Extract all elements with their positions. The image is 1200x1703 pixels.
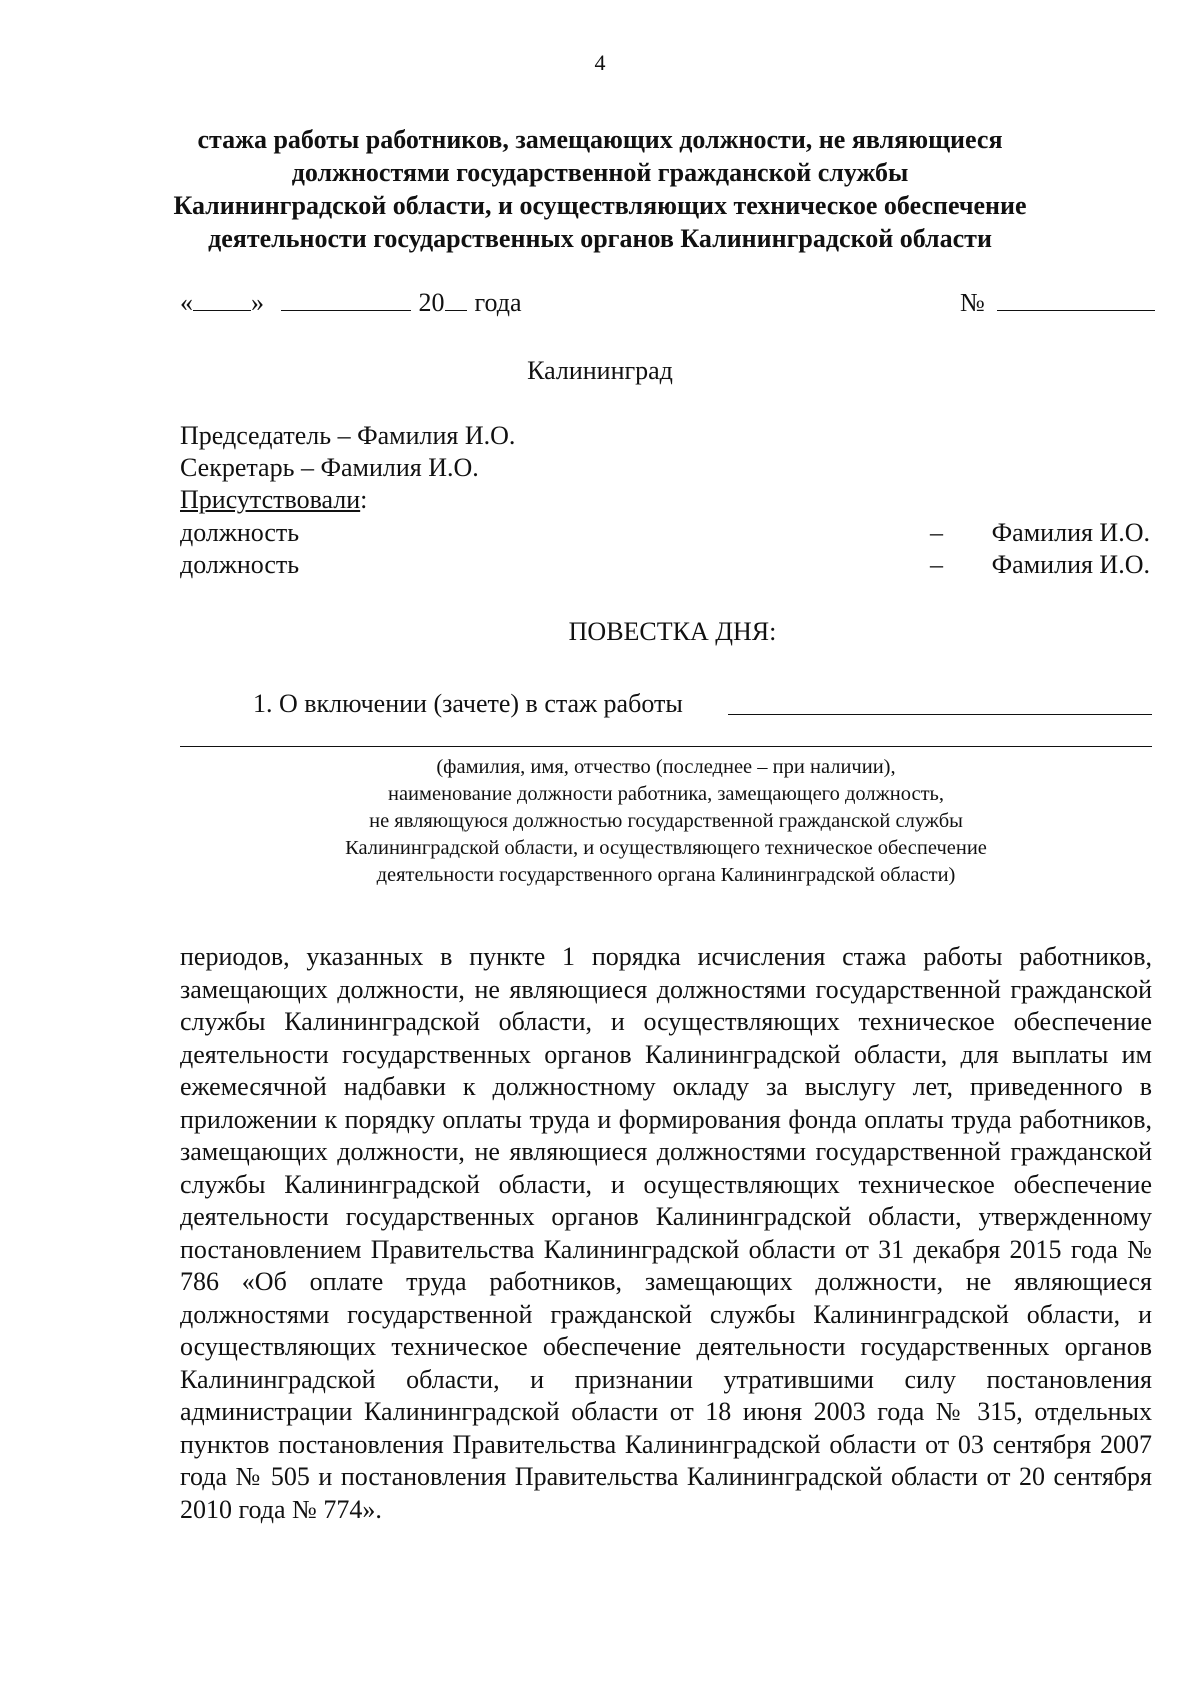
attendee-name: Фамилия И.О. (991, 550, 1150, 579)
meeting-members (180, 420, 515, 516)
agenda-item-1: 1. О включении (зачете) в стаж работы (253, 689, 683, 718)
hint-line: деятельности государственного органа Калининградской области) (376, 864, 956, 886)
page-number: 4 (594, 50, 606, 75)
hint-line: наименование должности работника, замещающего должность, (387, 783, 945, 805)
attendee-position: должность (180, 550, 300, 579)
attended-heading (180, 484, 515, 516)
attended-colon: : (360, 485, 368, 514)
hint-line: не являющуюся должностью государственной гражданской службы (369, 810, 963, 832)
document-title (150, 123, 1050, 255)
hint-line: (фамилия, имя, отчество (последнее – при наличии), (436, 756, 896, 778)
open-quote: « (180, 288, 193, 317)
close-quote: » (251, 288, 264, 317)
body-paragraph: периодов, указанных в пункте 1 порядка исчисления стажа работы работников, замещающих должности, не являющиеся должностями государственной гражданской службы Калининградской области, и осуществляющих техническое обеспечение деятельности государственных органов Калининградской области, для выплаты им ежемесячной надбавки к должностному окладу за выслугу лет, приведенного в приложении к порядку оплаты труда и формирования фонда оплаты труда работников, замещающих должности, не являющиеся должностями государственной гражданской службы Калининградской области, и осуществляющих техническое обеспечение деятельности государственных органов Калининградской области, утвержденному постановлением Правительства Калининградской области от 31 декабря 2015 года № 786 «Об оплате труда работников, замещающих должности, не являющиеся должностями государственной гражданской службы Калининградской области, и осуществляющих техническое обеспечение деятельности государственных органов Калининградской области, и признании утратившими силу постановления администрации Калининградской области от 18 июня 2003 года № 315, отдельных пунктов постановления Правительства Калининградской области от 03 сентября 2007 года № 505 и постановления Правительства Калининградской области от 20 сентября 2010 года № 774». (180, 942, 1152, 1524)
attended-label: Присутствовали (180, 485, 361, 514)
attendee-position: должность (180, 518, 300, 547)
blank-field-hint (180, 754, 1152, 889)
year-blank (445, 309, 467, 311)
date-line (180, 288, 522, 318)
day-blank (193, 309, 251, 311)
year-suffix: года (474, 288, 522, 317)
chairman: Председатель – Фамилия И.О. (180, 421, 516, 450)
hint-line: Калининградской области, и осуществляющего техническое обеспечение (345, 837, 987, 859)
title-line: стажа работы работников, замещающих должности, не являющиеся (197, 125, 1003, 154)
title-line: Калининградской области, и осуществляющих техническое обеспечение (173, 191, 1027, 220)
number-label: № (960, 288, 985, 317)
employee-name-blank (728, 714, 1152, 715)
city: Калининград (527, 356, 673, 385)
title-line: должностями государственной гражданской службы (291, 158, 909, 187)
year-prefix: 20 (418, 288, 445, 317)
attendee-name: Фамилия И.О. (991, 518, 1150, 547)
title-line: деятельности государственных органов Калининградской области (208, 224, 992, 253)
agenda-title: ПОВЕСТКА ДНЯ: (568, 617, 777, 646)
attendee-dash: – (930, 550, 943, 579)
attendee-dash: – (930, 518, 943, 547)
protocol-number (960, 288, 1155, 318)
secretary: Секретарь – Фамилия И.О. (180, 453, 479, 482)
number-blank (997, 309, 1155, 311)
month-blank (281, 309, 411, 311)
employee-details-blank (180, 746, 1152, 747)
